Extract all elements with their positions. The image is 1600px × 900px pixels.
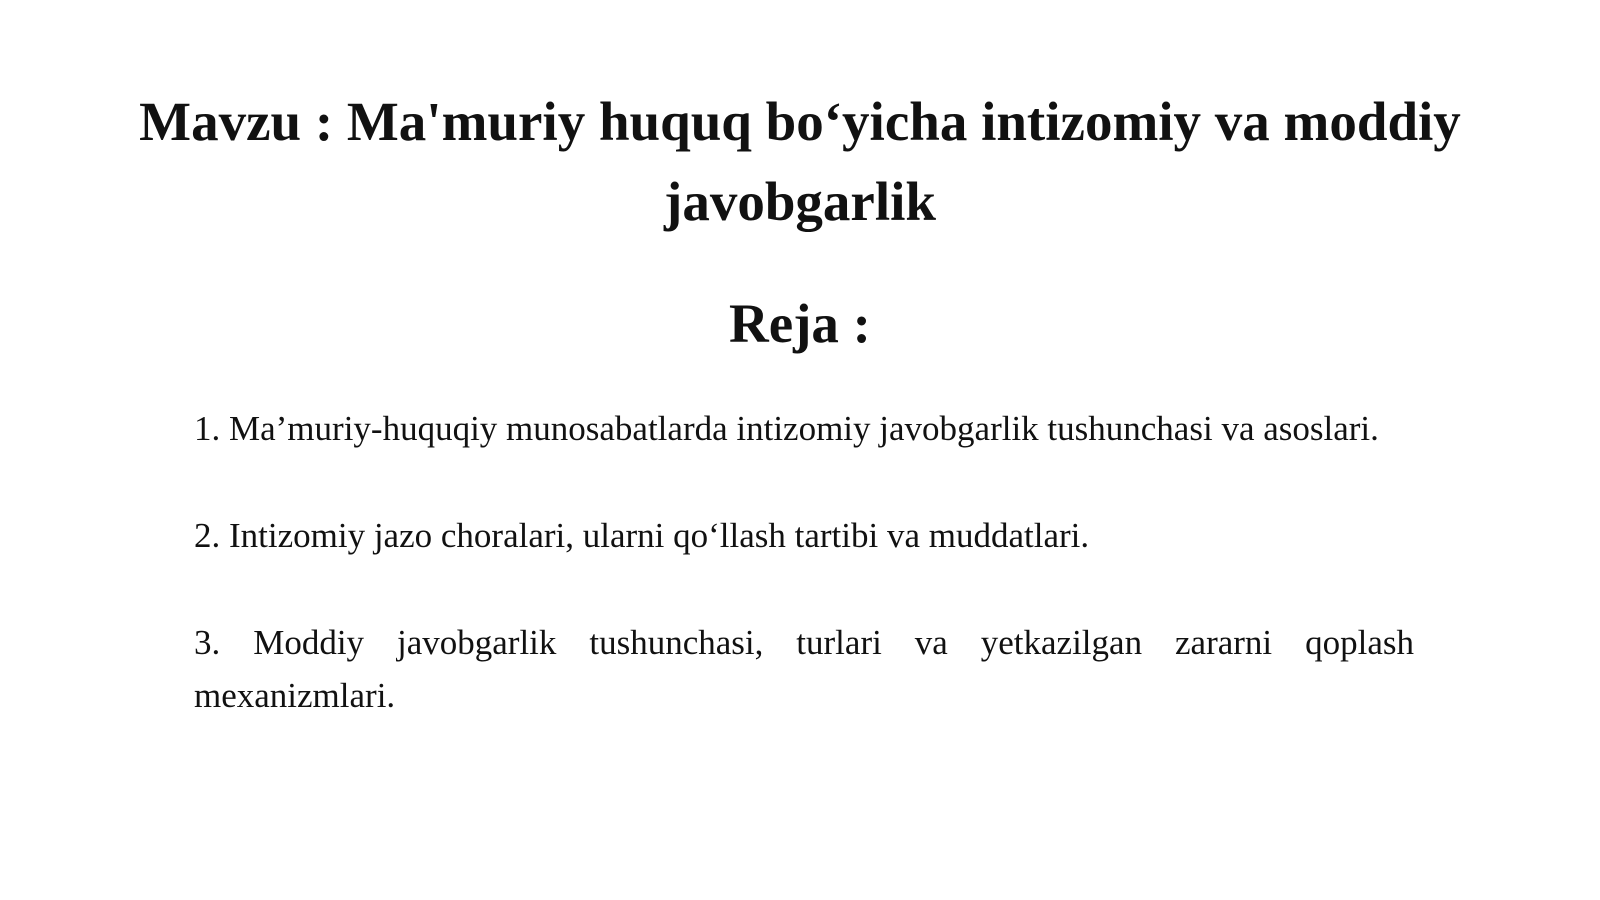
slide-title: Mavzu : Ma'muriy huquq bo‘yicha intizomiy va moddiy javobgarlik (139, 91, 1461, 232)
plan-item-1: 1. Ma’muriy-huquqiy munosabatlarda intizomiy javobgarlik tushunchasi va asoslari. (194, 409, 1379, 448)
plan-list (194, 402, 1414, 776)
plan-heading: Reja : (728, 293, 871, 354)
plan-item-2: 2. Intizomiy jazo choralari, ularni qo‘llash tartibi va muddatlari. (194, 516, 1090, 555)
plan-item-3: 3. Moddiy javobgarlik tushunchasi, turlari va yetkazilgan zararni qoplash mexanizmlari. (194, 623, 1414, 715)
